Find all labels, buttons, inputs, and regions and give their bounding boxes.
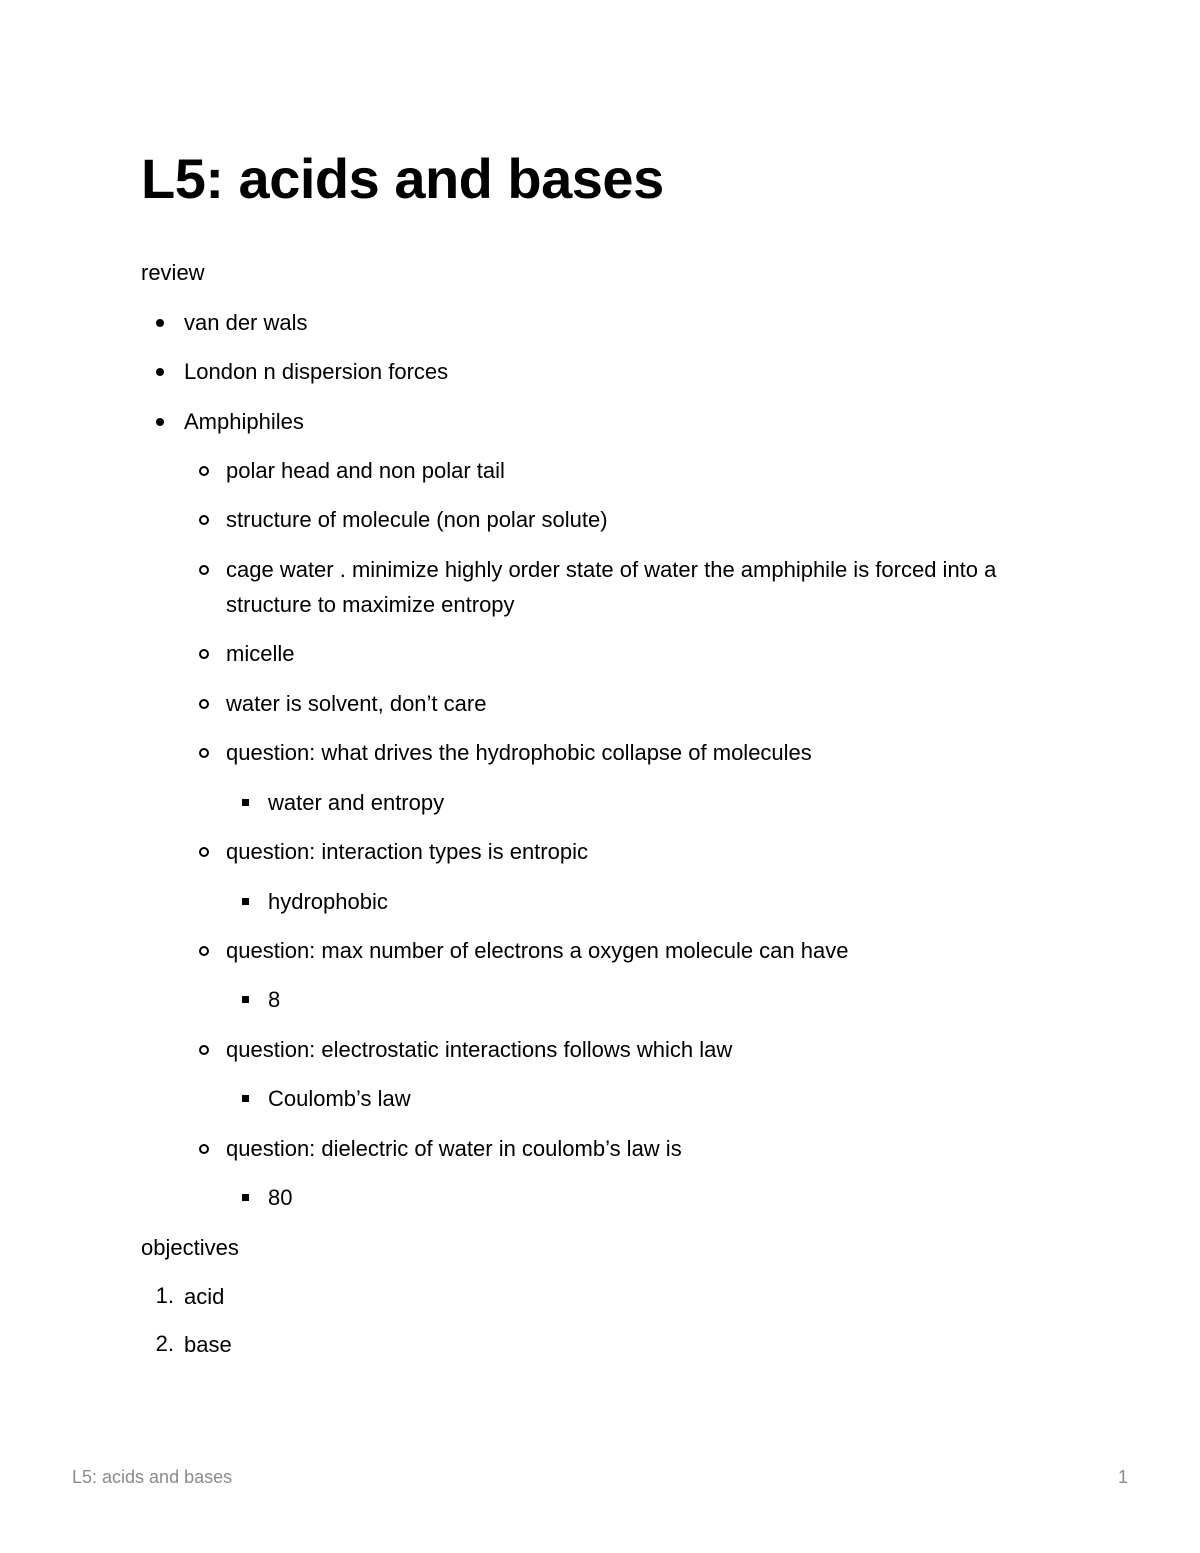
bullet-disc-icon xyxy=(156,418,164,426)
list-item: water is solvent, don’t care xyxy=(226,686,1056,721)
numbered-list-item: 1. acid xyxy=(184,1279,1014,1314)
bullet-square-icon xyxy=(242,1194,249,1201)
list-item: question: electrostatic interactions follows which law xyxy=(226,1032,1056,1067)
list-item: micelle xyxy=(226,636,1056,671)
bullet-circle-icon xyxy=(199,1045,209,1055)
list-item: cage water . minimize highly order state of water the amphiphile is forced into a structure to maximize entropy xyxy=(226,552,1056,622)
list-item: Coulomb’s law xyxy=(268,1081,1098,1116)
list-item: structure of molecule (non polar solute) xyxy=(226,502,1056,537)
page-title: L5: acids and bases xyxy=(141,147,664,210)
list-item: 8 xyxy=(268,982,1098,1017)
list-item: water and entropy xyxy=(268,785,1098,820)
list-item: polar head and non polar tail xyxy=(226,453,1056,488)
list-number: 2. xyxy=(155,1331,174,1356)
bullet-circle-icon xyxy=(199,847,209,857)
list-item: 80 xyxy=(268,1180,1098,1215)
section-label-review: review xyxy=(141,260,205,285)
bullet-square-icon xyxy=(242,1095,249,1102)
list-number: 1. xyxy=(155,1283,174,1308)
list-item: question: max number of electrons a oxygen molecule can have xyxy=(226,933,1056,968)
list-item: Amphiphiles xyxy=(184,404,1014,439)
bullet-square-icon xyxy=(242,799,249,806)
bullet-circle-icon xyxy=(199,699,209,709)
bullet-square-icon xyxy=(242,996,249,1003)
section-label-objectives: objectives xyxy=(141,1235,239,1260)
bullet-circle-icon xyxy=(199,515,209,525)
list-item: question: dielectric of water in coulomb’s law is xyxy=(226,1131,1056,1166)
bullet-circle-icon xyxy=(199,748,209,758)
bullet-circle-icon xyxy=(199,565,209,575)
bullet-circle-icon xyxy=(199,946,209,956)
bullet-square-icon xyxy=(242,898,249,905)
bullet-circle-icon xyxy=(199,466,209,476)
list-item: hydrophobic xyxy=(268,884,1098,919)
bullet-circle-icon xyxy=(199,649,209,659)
list-item: London n dispersion forces xyxy=(184,354,1014,389)
numbered-list-item: 2. base xyxy=(184,1327,1014,1362)
page-number: 1 xyxy=(1118,1467,1129,1487)
list-item: question: interaction types is entropic xyxy=(226,834,1056,869)
bullet-disc-icon xyxy=(156,319,164,327)
footer-title: L5: acids and bases xyxy=(72,1467,233,1487)
bullet-circle-icon xyxy=(199,1144,209,1154)
bullet-disc-icon xyxy=(156,368,164,376)
list-item: question: what drives the hydrophobic collapse of molecules xyxy=(226,735,1056,770)
list-item: van der wals xyxy=(184,305,1014,340)
